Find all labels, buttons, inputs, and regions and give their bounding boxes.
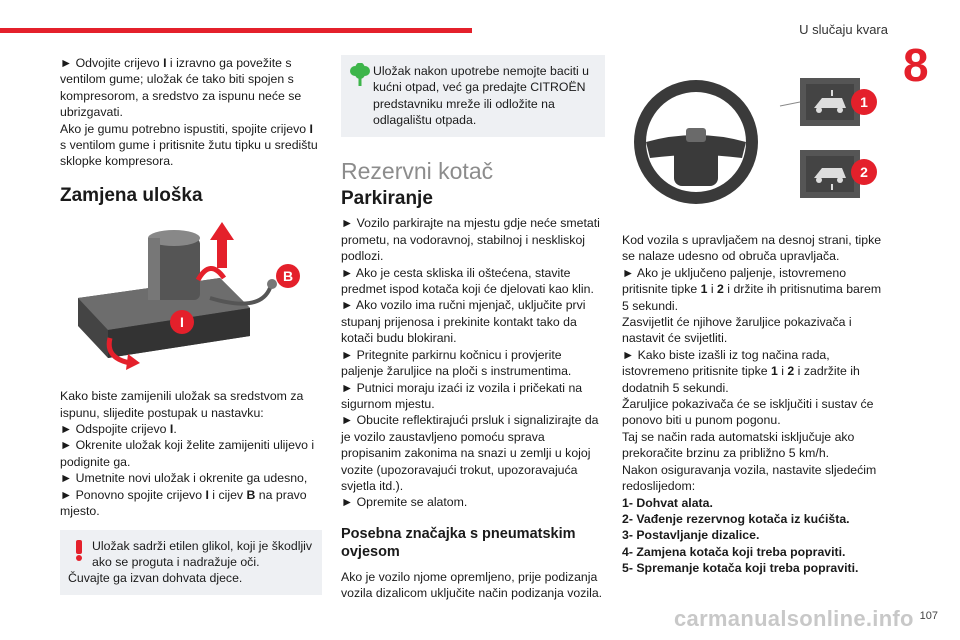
step-item: 4- Zamjena kotača koji treba popraviti. [622,544,846,559]
header-accent-bar [0,28,472,33]
paragraph: Ako je vozilo njome opremljeno, prije podizanja vozila dizalicom uključite način podizanja vozila. [341,569,603,601]
list-item: ► Putnici moraju izaći iz vozila i pričekati na sigurnom mjestu. [341,380,583,411]
tree-icon [349,63,371,87]
list-item: ► Ako je uključeno paljenje, istovremeno pritisnite tipke 1 i 2 i držite ih pritisnutima barem 5 sekundi. [622,265,882,313]
list-item: ► Opremite se alatom. [341,495,468,510]
step-item: 2- Vađenje rezervnog kotača iz kućišta. [622,511,850,526]
column-left [60,55,322,595]
watermark: carmanualsonline.info [674,606,914,631]
list-item: ► Okrenite uložak koji želite zamijeniti ulijevo i podignite ga. [60,438,315,469]
paragraph: Kod vozila s upravljačem na desnoj strani, tipke se nalaze udesno od obruča upravljača. [622,233,882,264]
section-heading: Zamjena uloška [60,184,203,206]
chapter-number: 8 [903,39,929,91]
warning-text: Čuvajte ga izvan dohvata djece. [68,571,243,586]
label-1: 1 [860,94,868,110]
section-title: Rezervni kotač [341,157,494,184]
page-number: 107 [919,610,938,622]
parking-instructions [341,215,605,510]
eco-text: Uložak nakon upotrebe nemojte baciti u kućni otpad, već ga predajte CITROËN predstavniku mreže ili odložite na odlagalištu otpada. [373,64,590,128]
warning-text: Uložak sadrži etilen glikol, koji je škodljiv ako se proguta i nadražuje oči. [92,538,313,569]
step-item: 3- Postavljanje dizalice. [622,528,760,543]
step-item: 1- Dohvat alata. [622,495,713,510]
list-item: ► Umetnite novi uložak i okrenite ga udesno, [60,471,308,486]
list-item: ► Ponovno spojite crijevo I i cijev B na pravo mjesto. [60,487,307,519]
compressor-illustration [60,218,310,378]
paragraph: Taj se način rada automatski isključuje ako prekoračite brzinu za približno 5 km/h. [622,429,855,461]
procedure-steps [622,495,884,577]
header-title: U slučaju kvara [799,22,888,37]
steering-wheel-illustration [632,68,884,218]
paragraph: Kako biste zamijenili uložak sa sredstvom za ispunu, slijedite postupak u nastavku: [60,389,304,420]
label-i: I [180,314,184,331]
bold-label: I [163,56,167,70]
bold-label: I [309,121,313,136]
warning-note [60,530,322,595]
list-item: ► Ako vozilo ima ručni mjenjač, uključite prvi stupanj prijenosa i prekinite kontakt tako da kotači budu blokirani. [341,298,586,346]
list-item: ► Vozilo parkirajte na mjestu gdje neće smetati prometu, na vodoravnoj, stabilnoj i neskliskoj podlozi. [341,216,600,264]
paragraph: ► Odvojite crijevo I i izravno ga povežite s ventilom gume; uložak će tako biti spojen s kompresorom, a sredstvo za ispunu neće se ubrizgavati. [60,56,302,120]
list-item: ► Ako je cesta skliska ili oštećena, stavite predmet ispod kotača koji će djelovati kao klin. [341,265,594,297]
column-right [622,232,884,577]
subsection-heading: Parkiranje [341,188,433,210]
step-item: 5- Spremanje kotača koji treba popraviti. [622,561,859,576]
list-item: ► Odspojite crijevo I. [60,422,177,437]
label-b: B [282,268,294,285]
paragraph: Zasvijetlit će njihove žaruljice pokazivača i nastavit će svijetliti. [622,315,852,346]
list-item: ► Pritegnite parkirnu kočnicu i provjerite paljenje žaruljice na ploči s instrumentima. [341,347,572,379]
label-2: 2 [860,164,868,180]
list-item: ► Kako biste izašli iz tog načina rada, istovremeno pritisnite tipke 1 i 2 i zadržite ih dodatnih 5 sekundi. [622,347,860,395]
arrow-up-icon [210,222,234,268]
subheading: Posebna značajka s pneumatskim ovjesom [341,525,576,560]
column-middle [341,55,605,602]
exclamation-icon [68,538,90,562]
paragraph: Nakon osiguravanja vozila, nastavite sljedećim redoslijedom: [622,462,877,494]
paragraph: Ako je gumu potrebno ispustiti, spojite crijevo I s ventilom gume i pritisnite žutu tipku u središtu sklopke kompresora. [60,121,318,169]
paragraph: Žaruljice pokazivača će se isključiti i sustav će ponovo biti u punom pogonu. [622,397,874,428]
list-item: ► Obucite reflektirajući prsluk i signalizirajte da je vozilo zaustavljeno pomoću sprava propisanim zakonima na snazi u zemlji u kojoj vozite (upozoravajući trokut, upozoravajuća svjetla itd.). [341,413,599,493]
eco-note [341,55,605,137]
